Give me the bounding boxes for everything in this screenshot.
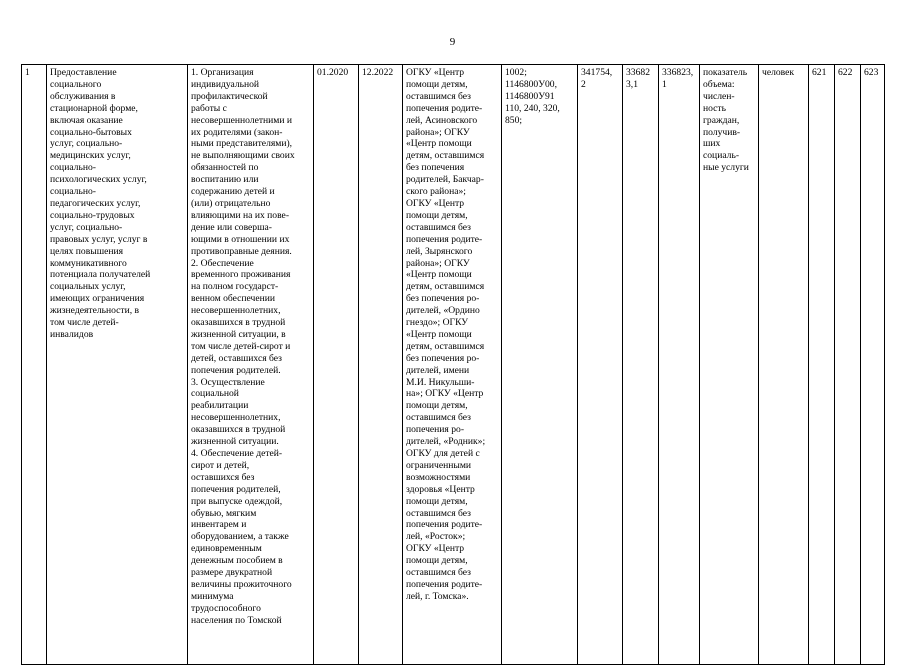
- indicator-cell: показатель объема: числен- ность граждан, получив- ших социаль- ные услуги: [700, 65, 759, 665]
- table-row: [22, 65, 885, 665]
- date-end-cell: 12.2022: [359, 65, 403, 665]
- unit-cell: человек: [759, 65, 809, 665]
- amount-cell-2: 33682 3,1: [623, 65, 659, 665]
- amount-cell-1: 341754, 2: [578, 65, 623, 665]
- date-start-cell: 01.2020: [314, 65, 359, 665]
- activities-cell: 1. Организация индивидуальной профилактической работы с несовершеннолетними и их родителями (закон- ными представителями), не выполняющими своих обязанностей по воспитанию или содержанию детей и (или) отрицательно влияющими на их пове- дение или соверша- ющими в отношении их противоправные деяния. 2. Обеспечение временного проживания на полном государст- венном обеспечении несовершеннолетних, оказавшихся в трудной жизненной ситуации, в том числе детей-сирот и детей, оставшихся без попечения родителей. 3. Осуществление социальной реабилитации несовершеннолетних, оказавшихся в трудной жизненной ситуации. 4. Обеспечение детей- сирот и детей, оставшихся без попечения родителей, при выпуске одеждой, обувью, мягким инвентарем и оборудованием, а также единовременным денежным пособием в размере двукратной величины прожиточного минимума трудоспособного населения по Томской: [188, 65, 314, 665]
- program-table: [21, 64, 885, 665]
- value-cell-3: 623: [861, 65, 885, 665]
- value-cell-1: 621: [809, 65, 835, 665]
- row-number-cell: 1: [22, 65, 47, 665]
- executors-cell: ОГКУ «Центр помощи детям, оставшимся без попечения родите- лей, Асиновского района»; ОГКУ «Центр помощи детям, оставшимся без попечения родителей, Бакчар- ского района»; ОГКУ «Центр помощи детям, оставшимся без попечения родите- лей, Зырянского района»; ОГКУ «Центр помощи детям, оставшимся без попечения ро- дителей, «Ордино гнездо»; ОГКУ «Центр помощи детям, оставшимся без попечения ро- дителей, имени М.И. Никульши- на»; ОГКУ «Центр помощи детям, оставшимся без попечения ро- дителей, «Родник»; ОГКУ для детей с ограниченными возможностями здоровья «Центр помощи детям, оставшимся без попечения родите- лей, «Росток»; ОГКУ «Центр помощи детям, оставшимся без попечения родите- лей, г. Томска».: [403, 65, 502, 665]
- page-number: 9: [449, 36, 456, 48]
- budget-codes-cell: 1002; 1146800У00, 1146800У91 110, 240, 320, 850;: [502, 65, 578, 665]
- service-name-cell: Предоставление социального обслуживания в стационарной форме, включая оказание социально-бытовых услуг, социально- медицинских услуг, социально- психологических услуг, социально- педагогических услуг, социально-трудовых услуг, социально- правовых услуг, услуг в целях повышения коммуникативного потенциала получателей социальных услуг, имеющих ограничения жизнедеятельности, в том числе детей- инвалидов: [47, 65, 188, 665]
- amount-cell-3: 336823, 1: [659, 65, 700, 665]
- value-cell-2: 622: [835, 65, 861, 665]
